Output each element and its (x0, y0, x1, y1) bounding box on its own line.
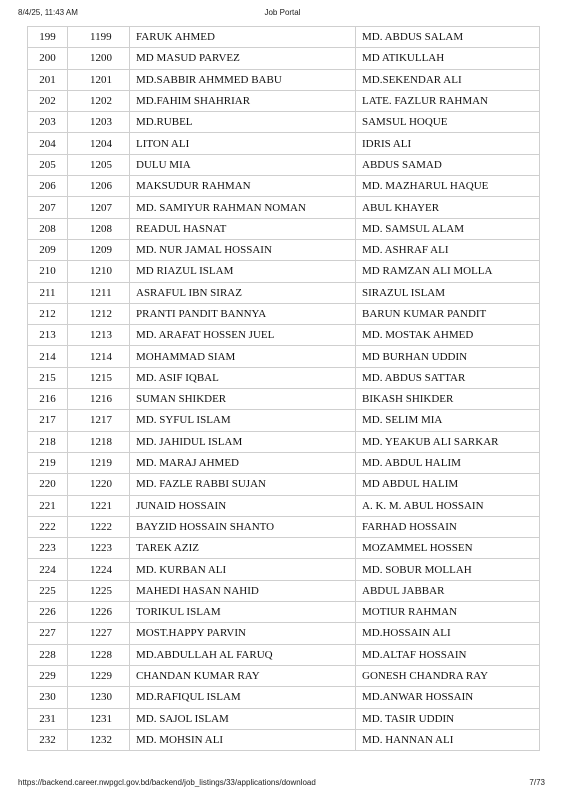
table-row (28, 218, 540, 239)
father-name-cell: IDRIS ALI (356, 133, 540, 154)
roll-cell: 1204 (68, 133, 130, 154)
serial-cell: 218 (28, 431, 68, 452)
applicant-name-cell: MD RIAZUL ISLAM (130, 261, 356, 282)
roll-cell: 1213 (68, 325, 130, 346)
applicant-name-cell: TAREK AZIZ (130, 538, 356, 559)
roll-cell: 1200 (68, 48, 130, 69)
applicant-name-cell: MD MASUD PARVEZ (130, 48, 356, 69)
table-row (28, 474, 540, 495)
applicant-name-cell: MOST.HAPPY PARVIN (130, 623, 356, 644)
table-row (28, 325, 540, 346)
applicant-name-cell: MD. SAJOL ISLAM (130, 708, 356, 729)
serial-cell: 199 (28, 27, 68, 48)
father-name-cell: MD. ASHRAF ALI (356, 239, 540, 260)
applicant-name-cell: BAYZID HOSSAIN SHANTO (130, 516, 356, 537)
father-name-cell: MD.ANWAR HOSSAIN (356, 687, 540, 708)
print-header (0, 5, 565, 19)
father-name-cell: FARHAD HOSSAIN (356, 516, 540, 537)
table-row (28, 69, 540, 90)
father-name-cell: ABDUS SAMAD (356, 154, 540, 175)
serial-cell: 219 (28, 452, 68, 473)
applicant-name-cell: MD. MARAJ AHMED (130, 452, 356, 473)
applicant-name-cell: TORIKUL ISLAM (130, 602, 356, 623)
roll-cell: 1208 (68, 218, 130, 239)
father-name-cell: MD. MOSTAK AHMED (356, 325, 540, 346)
serial-cell: 204 (28, 133, 68, 154)
serial-cell: 200 (28, 48, 68, 69)
roll-cell: 1230 (68, 687, 130, 708)
applicant-name-cell: MD. KURBAN ALI (130, 559, 356, 580)
applicant-name-cell: MAKSUDUR RAHMAN (130, 176, 356, 197)
serial-cell: 220 (28, 474, 68, 495)
father-name-cell: MD.SEKENDAR ALI (356, 69, 540, 90)
roll-cell: 1206 (68, 176, 130, 197)
roll-cell: 1199 (68, 27, 130, 48)
table-row (28, 516, 540, 537)
serial-cell: 216 (28, 389, 68, 410)
roll-cell: 1224 (68, 559, 130, 580)
table-row (28, 303, 540, 324)
father-name-cell: MOTIUR RAHMAN (356, 602, 540, 623)
roll-cell: 1209 (68, 239, 130, 260)
roll-cell: 1215 (68, 367, 130, 388)
father-name-cell: MD. YEAKUB ALI SARKAR (356, 431, 540, 452)
serial-cell: 225 (28, 580, 68, 601)
table-row (28, 538, 540, 559)
table-row (28, 389, 540, 410)
roll-cell: 1218 (68, 431, 130, 452)
father-name-cell: MD. SOBUR MOLLAH (356, 559, 540, 580)
table-row (28, 261, 540, 282)
applicant-name-cell: FARUK AHMED (130, 27, 356, 48)
serial-cell: 209 (28, 239, 68, 260)
table-row (28, 239, 540, 260)
applicant-name-cell: MAHEDI HASAN NAHID (130, 580, 356, 601)
roll-cell: 1216 (68, 389, 130, 410)
applicant-name-cell: MD.FAHIM SHAHRIAR (130, 90, 356, 111)
roll-cell: 1221 (68, 495, 130, 516)
applicant-name-cell: CHANDAN KUMAR RAY (130, 665, 356, 686)
father-name-cell: MD RAMZAN ALI MOLLA (356, 261, 540, 282)
father-name-cell: MD. HANNAN ALI (356, 729, 540, 750)
table-row (28, 48, 540, 69)
serial-cell: 227 (28, 623, 68, 644)
applicant-name-cell: MD. SYFUL ISLAM (130, 410, 356, 431)
serial-cell: 232 (28, 729, 68, 750)
applicant-name-cell: MD. ASIF IQBAL (130, 367, 356, 388)
applicant-name-cell: MD. SAMIYUR RAHMAN NOMAN (130, 197, 356, 218)
serial-cell: 211 (28, 282, 68, 303)
serial-cell: 215 (28, 367, 68, 388)
serial-cell: 223 (28, 538, 68, 559)
serial-cell: 212 (28, 303, 68, 324)
applicant-name-cell: MD.SABBIR AHMMED BABU (130, 69, 356, 90)
applicant-name-cell: READUL HASNAT (130, 218, 356, 239)
roll-cell: 1220 (68, 474, 130, 495)
applicant-name-cell: PRANTI PANDIT BANNYA (130, 303, 356, 324)
father-name-cell: SAMSUL HOQUE (356, 112, 540, 133)
roll-cell: 1205 (68, 154, 130, 175)
table-row (28, 197, 540, 218)
applicant-name-cell: ASRAFUL IBN SIRAZ (130, 282, 356, 303)
roll-cell: 1211 (68, 282, 130, 303)
roll-cell: 1227 (68, 623, 130, 644)
father-name-cell: MD.ALTAF HOSSAIN (356, 644, 540, 665)
father-name-cell: LATE. FAZLUR RAHMAN (356, 90, 540, 111)
serial-cell: 214 (28, 346, 68, 367)
page-title: Job Portal (264, 8, 301, 17)
serial-cell: 221 (28, 495, 68, 516)
roll-cell: 1202 (68, 90, 130, 111)
table-row (28, 665, 540, 686)
applicant-name-cell: MD. NUR JAMAL HOSSAIN (130, 239, 356, 260)
applicant-name-cell: MD. MOHSIN ALI (130, 729, 356, 750)
serial-cell: 222 (28, 516, 68, 537)
applicants-table (27, 26, 540, 751)
applicant-name-cell: MD. FAZLE RABBI SUJAN (130, 474, 356, 495)
table-row (28, 602, 540, 623)
applicant-name-cell: JUNAID HOSSAIN (130, 495, 356, 516)
father-name-cell: MD. SAMSUL ALAM (356, 218, 540, 239)
roll-cell: 1212 (68, 303, 130, 324)
table-row (28, 623, 540, 644)
father-name-cell: ABUL KHAYER (356, 197, 540, 218)
roll-cell: 1232 (68, 729, 130, 750)
table-row (28, 495, 540, 516)
serial-cell: 228 (28, 644, 68, 665)
table-row (28, 410, 540, 431)
father-name-cell: MD. TASIR UDDIN (356, 708, 540, 729)
roll-cell: 1217 (68, 410, 130, 431)
applicant-name-cell: SUMAN SHIKDER (130, 389, 356, 410)
serial-cell: 217 (28, 410, 68, 431)
father-name-cell: MD. ABDUS SATTAR (356, 367, 540, 388)
table-row (28, 133, 540, 154)
serial-cell: 231 (28, 708, 68, 729)
applicants-table-body (28, 27, 540, 751)
father-name-cell: MD. MAZHARUL HAQUE (356, 176, 540, 197)
father-name-cell: BARUN KUMAR PANDIT (356, 303, 540, 324)
roll-cell: 1219 (68, 452, 130, 473)
father-name-cell: MD.HOSSAIN ALI (356, 623, 540, 644)
page-url: https://backend.career.nwpgcl.gov.bd/backend/job_listings/33/applications/download (18, 778, 316, 787)
table-row (28, 580, 540, 601)
table-row (28, 559, 540, 580)
father-name-cell: MOZAMMEL HOSSEN (356, 538, 540, 559)
table-row (28, 154, 540, 175)
father-name-cell: ABDUL JABBAR (356, 580, 540, 601)
roll-cell: 1214 (68, 346, 130, 367)
applicant-name-cell: MD.ABDULLAH AL FARUQ (130, 644, 356, 665)
table-row (28, 687, 540, 708)
applicant-name-cell: MD. JAHIDUL ISLAM (130, 431, 356, 452)
serial-cell: 230 (28, 687, 68, 708)
roll-cell: 1226 (68, 602, 130, 623)
roll-cell: 1203 (68, 112, 130, 133)
father-name-cell: SIRAZUL ISLAM (356, 282, 540, 303)
serial-cell: 208 (28, 218, 68, 239)
father-name-cell: A. K. M. ABUL HOSSAIN (356, 495, 540, 516)
print-footer (0, 776, 565, 790)
applicant-name-cell: LITON ALI (130, 133, 356, 154)
serial-cell: 213 (28, 325, 68, 346)
applicant-name-cell: MD.RUBEL (130, 112, 356, 133)
table-row (28, 282, 540, 303)
father-name-cell: BIKASH SHIKDER (356, 389, 540, 410)
table-row (28, 644, 540, 665)
roll-cell: 1222 (68, 516, 130, 537)
applicant-name-cell: MOHAMMAD SIAM (130, 346, 356, 367)
applicant-name-cell: MD. ARAFAT HOSSEN JUEL (130, 325, 356, 346)
father-name-cell: MD. ABDUS SALAM (356, 27, 540, 48)
applicant-name-cell: MD.RAFIQUL ISLAM (130, 687, 356, 708)
table-row (28, 452, 540, 473)
table-row (28, 90, 540, 111)
serial-cell: 226 (28, 602, 68, 623)
serial-cell: 207 (28, 197, 68, 218)
father-name-cell: MD. ABDUL HALIM (356, 452, 540, 473)
serial-cell: 205 (28, 154, 68, 175)
serial-cell: 202 (28, 90, 68, 111)
serial-cell: 224 (28, 559, 68, 580)
roll-cell: 1201 (68, 69, 130, 90)
roll-cell: 1207 (68, 197, 130, 218)
roll-cell: 1210 (68, 261, 130, 282)
serial-cell: 201 (28, 69, 68, 90)
father-name-cell: MD. SELIM MIA (356, 410, 540, 431)
table-row (28, 27, 540, 48)
table-row (28, 729, 540, 750)
roll-cell: 1225 (68, 580, 130, 601)
roll-cell: 1223 (68, 538, 130, 559)
serial-cell: 210 (28, 261, 68, 282)
father-name-cell: MD ATIKULLAH (356, 48, 540, 69)
roll-cell: 1228 (68, 644, 130, 665)
table-row (28, 367, 540, 388)
roll-cell: 1229 (68, 665, 130, 686)
table-row (28, 176, 540, 197)
roll-cell: 1231 (68, 708, 130, 729)
serial-cell: 206 (28, 176, 68, 197)
print-datetime: 8/4/25, 11:43 AM (18, 8, 78, 17)
table-row (28, 708, 540, 729)
father-name-cell: MD BURHAN UDDIN (356, 346, 540, 367)
table-row (28, 112, 540, 133)
serial-cell: 203 (28, 112, 68, 133)
table-row (28, 346, 540, 367)
father-name-cell: GONESH CHANDRA RAY (356, 665, 540, 686)
applicant-name-cell: DULU MIA (130, 154, 356, 175)
serial-cell: 229 (28, 665, 68, 686)
father-name-cell: MD ABDUL HALIM (356, 474, 540, 495)
table-row (28, 431, 540, 452)
page-number: 7/73 (529, 778, 545, 787)
